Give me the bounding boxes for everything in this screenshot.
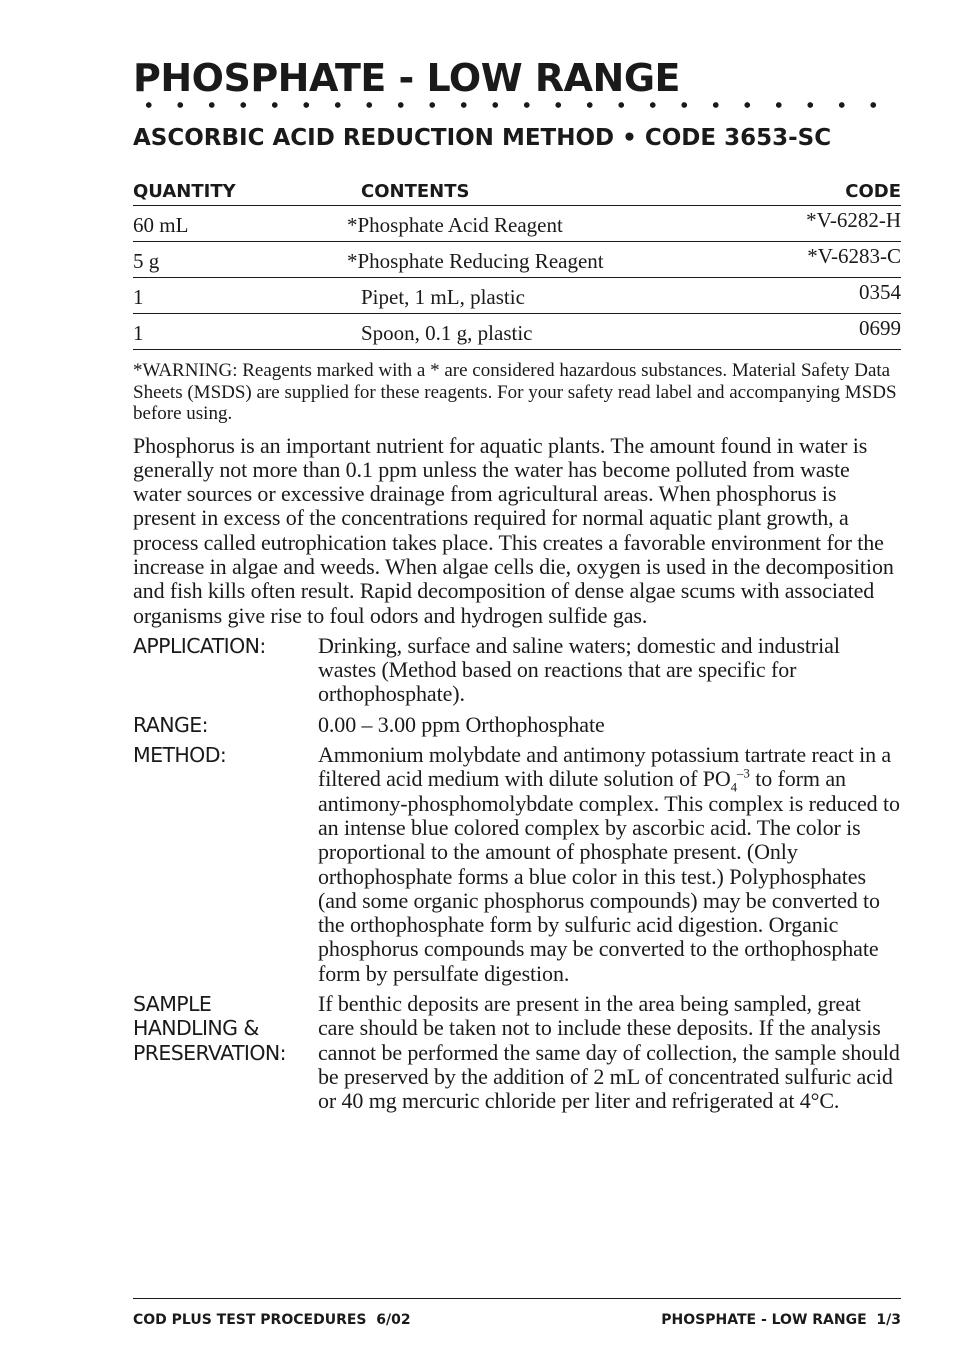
hazard-warning: *WARNING: Reagents marked with a * are considered hazardous substances. Material Safety Data Sheets (MSDS) are supplied for these reagents. For your safety read label and accompanying MSDS before using. [133,360,897,424]
cell-quantity: 5 g [133,249,160,273]
table-row [133,278,901,314]
sample-label-line: SAMPLE [133,992,212,1017]
column-header-quantity: QUANTITY [133,178,347,206]
document-page [133,56,901,1114]
application-section [133,634,901,707]
method-section [133,743,901,986]
column-header-contents: CONTENTS [347,178,747,206]
sample-handling-section [133,992,901,1113]
sample-label-line: PRESERVATION: [133,1040,286,1065]
table-row [133,314,901,350]
cell-quantity: 1 [133,321,144,345]
range-section [133,713,901,737]
cell-quantity: 60 mL [133,213,189,237]
sample-label-line: HANDLING & [133,1016,259,1041]
method-text-before: Ammonium molybdate and antimony potassium tartrate react in a filtered acid medium with dilute solution of PO [318,742,892,792]
method-superscript: –3 [737,766,750,782]
footer-right: PHOSPHATE - LOW RANGE 1/3 [661,1312,901,1328]
cell-code: 0699 [859,316,901,340]
cell-contents: Spoon, 0.1 g, plastic [361,321,533,345]
cell-contents: *Phosphate Acid Reagent [347,213,563,237]
range-text: 0.00 – 3.00 ppm Orthophosphate [318,711,605,737]
application-label: APPLICATION: [133,633,266,658]
cell-contents: Pipet, 1 mL, plastic [361,285,525,309]
column-header-code: CODE [747,178,901,206]
cell-code: *V-6282-H [806,208,901,232]
sample-handling-text: If benthic deposits are present in the area being sampled, great care should be taken not to include these deposits. If the analysis cannot be performed the same day of collection, the sample should be preserved by the addition of 2 mL of concentrated sulfuric acid or 40 mg mercuric chloride per liter and refrigerated at 4°C. [318,991,900,1114]
cell-quantity: 1 [133,285,144,309]
table-row [133,206,901,242]
application-text: Drinking, surface and saline waters; domestic and industrial wastes (Method based on reactions that are specific for orthophosphate). [318,632,840,707]
cell-code: *V-6283-C [807,244,901,268]
intro-paragraph: Phosphorus is an important nutrient for aquatic plants. The amount found in water is generally not more than 0.1 ppm unless the water has become polluted from waste water sources or excessive drainage from agricultural areas. When phosphorus is present in excess of the concentrations required for normal aquatic plant growth, a process called eutrophication takes place. This creates a favorable environment for the increase in algae and weeds. When algae cells die, oxygen is used in the decomposition and fish kills often result. Rapid decomposition of dense algae scums with associated organisms give rise to foul odors and hydrogen sulfide gas. [133,432,894,628]
page-title: PHOSPHATE - LOW RANGE [133,56,680,100]
page-subtitle: ASCORBIC ACID REDUCTION METHOD • CODE 3653-SC [133,125,832,151]
cell-contents: *Phosphate Reducing Reagent [347,249,604,273]
footer-left: COD PLUS TEST PROCEDURES 6/02 [133,1312,411,1328]
table-header-row [133,178,901,206]
method-label: METHOD: [133,743,227,768]
contents-table [133,178,901,350]
method-text [318,743,901,986]
method-subscript: 4 [730,779,738,795]
sample-handling-label [133,992,318,1113]
range-label: RANGE: [133,712,208,737]
method-text-after: to form an antimony-phosphomolybdate complex. This complex is reduced to an intense blue colored complex by ascorbic acid. The color is proportional to the amount of phosphate present. (Only orthophosphate forms a blue color in this test.) Polyphosphates (and some organic phosphorus compounds) may be converted to the orthophosphate form by sulfuric acid digestion. Organic phosphorus compounds may be converted to the orthophosphate form by persulfate digestion. [318,766,900,986]
cell-code: 0354 [859,280,901,304]
page-footer [133,1298,901,1328]
table-row [133,242,901,278]
dotted-divider [133,102,888,108]
